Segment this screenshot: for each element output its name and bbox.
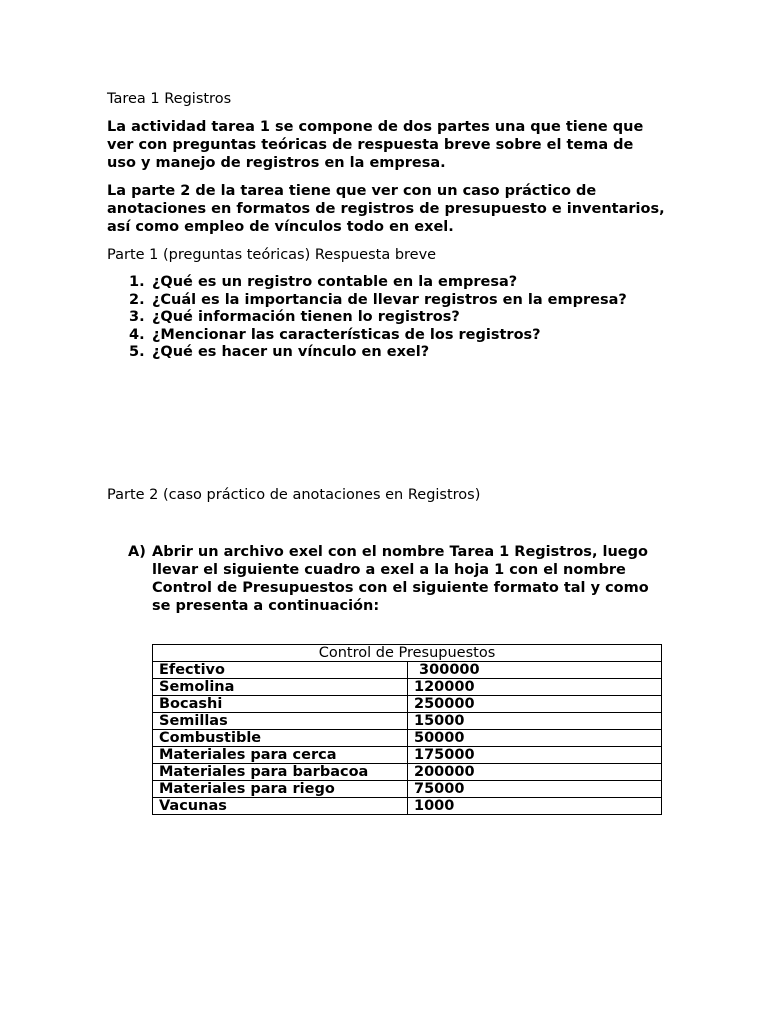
list-item bbox=[107, 327, 667, 345]
part2-heading: Parte 2 (caso práctico de anotaciones en Registros) bbox=[107, 487, 481, 503]
item-cell: Vacunas bbox=[153, 798, 408, 815]
table-row bbox=[153, 798, 662, 815]
question-text: ¿Qué es hacer un vínculo en exel? bbox=[152, 344, 430, 361]
table-header-row bbox=[153, 645, 662, 662]
table-row bbox=[153, 696, 662, 713]
document-title: Tarea 1 Registros bbox=[107, 91, 232, 107]
questions-list bbox=[107, 274, 667, 362]
table-row bbox=[153, 730, 662, 747]
question-text: ¿Mencionar las características de los registros? bbox=[152, 326, 541, 343]
table-row bbox=[153, 781, 662, 798]
item-cell: Materiales para cerca bbox=[153, 747, 408, 764]
amount-cell: 300000 bbox=[408, 662, 662, 679]
table-row bbox=[153, 662, 662, 679]
amount-cell: 175000 bbox=[408, 747, 662, 764]
item-cell: Materiales para barbacoa bbox=[153, 764, 408, 781]
task-letter: A) bbox=[128, 544, 146, 560]
table-row bbox=[153, 713, 662, 730]
item-cell: Semolina bbox=[153, 679, 408, 696]
amount-cell: 120000 bbox=[408, 679, 662, 696]
item-cell: Efectivo bbox=[153, 662, 408, 679]
amount-cell: 50000 bbox=[408, 730, 662, 747]
table-row bbox=[153, 679, 662, 696]
question-number: 4. bbox=[129, 326, 145, 343]
budget-table bbox=[152, 644, 662, 815]
amount-cell: 250000 bbox=[408, 696, 662, 713]
question-text: ¿Qué es un registro contable en la empresa? bbox=[152, 274, 518, 290]
list-item bbox=[107, 292, 667, 310]
table-row bbox=[153, 764, 662, 781]
list-item bbox=[107, 309, 667, 327]
list-item bbox=[107, 344, 667, 362]
question-number: 1. bbox=[129, 274, 145, 290]
part2-description-paragraph: La parte 2 de la tarea tiene que ver con un caso práctico de anotaciones en formatos de registros de presupuesto e inventarios, así como empleo de vínculos todo en exel. bbox=[107, 183, 665, 235]
amount-cell: 1000 bbox=[408, 798, 662, 815]
part1-heading: Parte 1 (preguntas teóricas) Respuesta breve bbox=[107, 247, 437, 263]
question-number: 3. bbox=[129, 309, 145, 326]
item-cell: Bocashi bbox=[153, 696, 408, 713]
question-number: 5. bbox=[129, 344, 145, 361]
task-text: Abrir un archivo exel con el nombre Tarea 1 Registros, luego llevar el siguiente cuadro a exel a la hoja 1 con el nombre Control de Presupuestos con el siguiente formato tal y como se presenta a continuación: bbox=[152, 544, 649, 614]
item-cell: Combustible bbox=[153, 730, 408, 747]
table-title: Control de Presupuestos bbox=[153, 645, 662, 662]
item-cell: Semillas bbox=[153, 713, 408, 730]
item-cell: Materiales para riego bbox=[153, 781, 408, 798]
intro-paragraph: La actividad tarea 1 se compone de dos partes una que tiene que ver con preguntas teóricas de respuesta breve sobre el tema de uso y manejo de registros en la empresa. bbox=[107, 119, 644, 171]
amount-cell: 200000 bbox=[408, 764, 662, 781]
amount-cell: 75000 bbox=[408, 781, 662, 798]
task-a bbox=[128, 543, 668, 615]
question-text: ¿Qué información tienen lo registros? bbox=[152, 309, 460, 326]
question-number: 2. bbox=[129, 291, 145, 308]
amount-cell: 15000 bbox=[408, 713, 662, 730]
question-text: ¿Cuál es la importancia de llevar registros en la empresa? bbox=[152, 291, 627, 308]
document-body bbox=[107, 90, 667, 362]
list-item bbox=[107, 274, 667, 292]
table-row bbox=[153, 747, 662, 764]
